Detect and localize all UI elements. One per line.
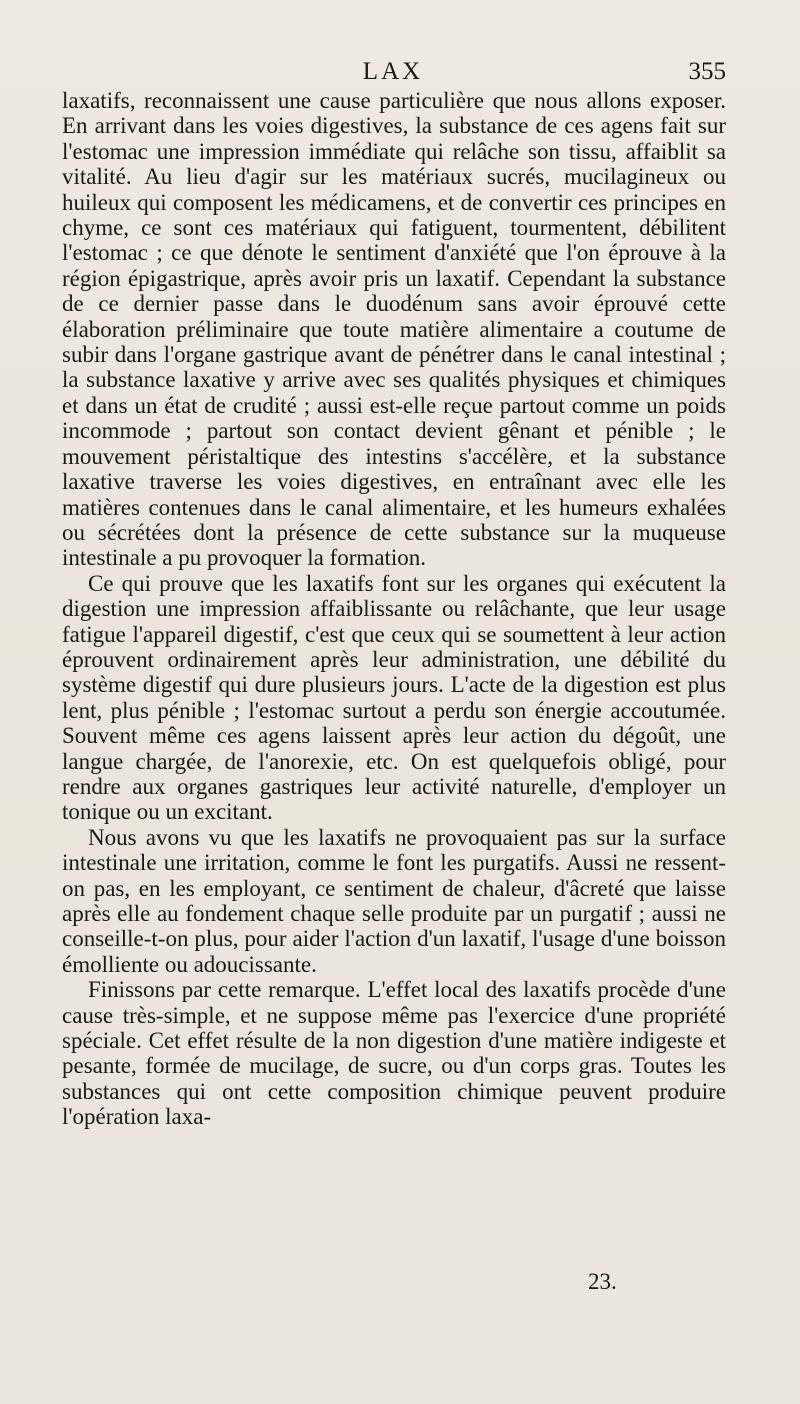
paragraph-1: laxatifs, reconnaissent une cause particulière que nous allons exposer. En arrivant dans les voies digestives, la substance de ces agens fait sur l'estomac une impression immédiate qui relâche son tissu, affaiblit sa vitalité. Au lieu d'agir sur les matériaux sucrés, mucilagineux ou huileux qui composent les médicamens, et de convertir ces principes en chyme, ce sont ces matériaux qui fatiguent, tourmentent, débilitent l'estomac ; ce que dénote le sentiment d'anxiété que l'on éprouve à la région épigastrique, après avoir pris un laxatif. Cependant la substance de ce dernier passe dans le duodénum sans avoir éprouvé cette élaboration préliminaire que toute matière alimentaire a coutume de subir dans l'organe gastrique avant de pénétrer dans le canal intestinal ; la substance laxative y arrive avec ses qualités physiques et chimiques et dans un état de crudité ; aussi est-elle reçue partout comme un poids incommode ; partout son contact devient gênant et pénible ; le mouvement péristaltique des intestins s'accélère, et la substance laxative traverse les voies digestives, en entraînant avec elle les matières contenues dans le canal alimentaire, et les humeurs exhalées ou sécrétées dont la présence de cette substance sur la muqueuse intestinale a pu provoquer la formation. <box>62 88 726 571</box>
page-number: 355 <box>688 58 726 85</box>
paragraph-3: Nous avons vu que les laxatifs ne provoquaient pas sur la surface intestinale une irritation, comme le font les purgatifs. Aussi ne ressent-on pas, en les employant, ce sentiment de chaleur, d'âcreté que laisse après elle au fondement chaque selle produite par un purgatif ; aussi ne conseille-t-on plus, pour aider l'action d'un laxatif, l'usage d'une boisson émolliente ou adoucissante. <box>62 824 726 977</box>
paragraph-2: Ce qui prouve que les laxatifs font sur les organes qui exécutent la digestion une impression affaiblissante ou relâchante, que leur usage fatigue l'appareil digestif, c'est que ceux qui se soumettent à leur action éprouvent ordinairement après leur administration, une débilité du système digestif qui dure plusieurs jours. L'acte de la digestion est plus lent, plus pénible ; l'estomac surtout a perdu son énergie accoutumée. Souvent même ces agens laissent après leur action du dégoût, une langue chargée, de l'anorexie, etc. On est quelquefois obligé, pour rendre aux organes gastriques leur activité naturelle, d'employer un tonique ou un excitant. <box>62 570 726 825</box>
paragraph-4: Finissons par cette remarque. L'effet local des laxatifs procède d'une cause très-simple, et ne suppose même pas l'exercice d'une propriété spéciale. Cet effet résulte de la non digestion d'une matière indigeste et pesante, formée de mucilage, de sucre, ou d'un corps gras. Toutes les substances qui ont cette composition chimique peuvent produire l'opération laxa- <box>62 977 726 1130</box>
body-text <box>62 88 726 1130</box>
signature-mark: 23. <box>588 1269 617 1294</box>
running-title: LAX <box>362 58 424 85</box>
